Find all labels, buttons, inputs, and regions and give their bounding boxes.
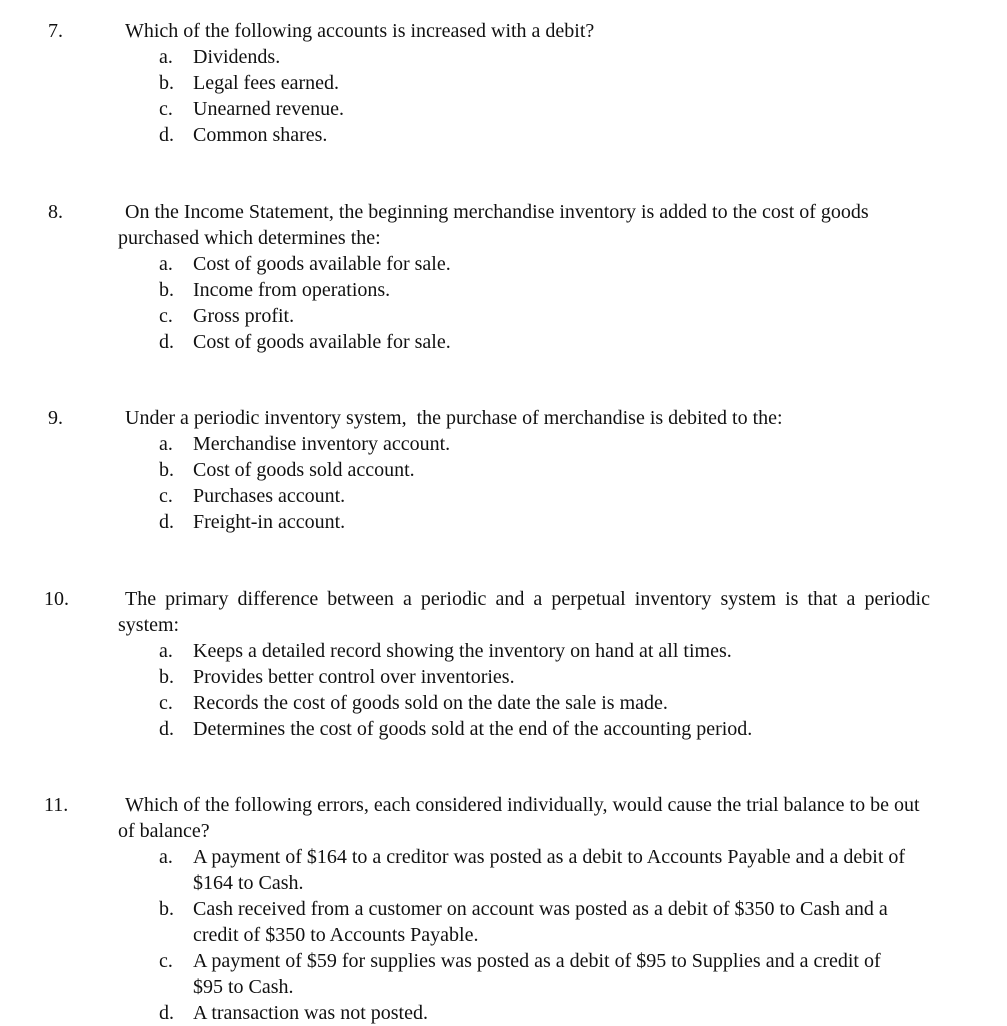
option-b xyxy=(0,70,1007,96)
answer-options xyxy=(0,251,1007,355)
option-letter: a. xyxy=(159,46,173,68)
option-text: Cost of goods available for sale. xyxy=(193,253,451,275)
option-text: Unearned revenue. xyxy=(193,98,345,120)
answer-options xyxy=(0,431,1007,535)
option-text: Provides better control over inventories. xyxy=(193,666,515,688)
option-text: Legal fees earned. xyxy=(193,72,340,94)
question-stem: Under a periodic inventory system, the purchase of merchandise is debited to the: xyxy=(125,407,783,429)
option-text: A transaction was not posted. xyxy=(193,1002,428,1024)
option-d xyxy=(0,122,1007,148)
option-text: Determines the cost of goods sold at the end of the accounting period. xyxy=(193,718,753,740)
option-d xyxy=(0,509,1007,535)
option-text: A payment of $164 to a creditor was posted as a debit to Accounts Payable and a debit of $164 to Cash. xyxy=(193,846,906,894)
option-d xyxy=(0,716,1007,742)
option-text: Gross profit. xyxy=(193,305,295,327)
option-letter: d. xyxy=(159,331,174,353)
question-number: 7. xyxy=(48,20,63,42)
option-letter: b. xyxy=(159,898,174,920)
answer-options xyxy=(0,44,1007,148)
option-letter: d. xyxy=(159,1002,174,1024)
option-d xyxy=(0,1000,1007,1026)
option-letter: b. xyxy=(159,459,174,481)
option-letter: a. xyxy=(159,640,173,662)
question-number: 8. xyxy=(48,201,63,223)
option-text: Common shares. xyxy=(193,124,328,146)
option-c xyxy=(0,96,1007,122)
option-a xyxy=(0,844,1007,896)
question-stem: Which of the following errors, each considered individually, would cause the trial balance to be out of balance? xyxy=(118,794,920,842)
option-text: Records the cost of goods sold on the date the sale is made. xyxy=(193,692,668,714)
option-letter: b. xyxy=(159,279,174,301)
option-letter: d. xyxy=(159,511,174,533)
answer-options xyxy=(0,638,1007,742)
option-b xyxy=(0,457,1007,483)
option-letter: d. xyxy=(159,718,174,740)
option-text: A payment of $59 for supplies was posted as a debit of $95 to Supplies and a credit of $95 to Cash. xyxy=(193,950,881,998)
option-text: Purchases account. xyxy=(193,485,346,507)
option-text: Cost of goods sold account. xyxy=(193,459,415,481)
option-text: Cash received from a customer on account was posted as a debit of $350 to Cash and a credit of $350 to Accounts Payable. xyxy=(193,898,888,946)
question-stem: On the Income Statement, the beginning merchandise inventory is added to the cost of goods purchased which determines the: xyxy=(118,201,869,249)
option-b xyxy=(0,664,1007,690)
option-text: Dividends. xyxy=(193,46,281,68)
option-letter: a. xyxy=(159,846,173,868)
option-letter: c. xyxy=(159,485,173,507)
option-c xyxy=(0,303,1007,329)
option-a xyxy=(0,44,1007,70)
option-a xyxy=(0,251,1007,277)
option-text: Merchandise inventory account. xyxy=(193,433,451,455)
question-number: 9. xyxy=(48,407,63,429)
option-letter: c. xyxy=(159,950,173,972)
question-number: 10. xyxy=(44,588,69,610)
option-c xyxy=(0,948,1007,1000)
question-stem: The primary difference between a periodic and a perpetual inventory system is that a periodic system: xyxy=(118,588,930,636)
option-letter: b. xyxy=(159,72,174,94)
option-text: Income from operations. xyxy=(193,279,391,301)
option-letter: c. xyxy=(159,305,173,327)
option-c xyxy=(0,483,1007,509)
option-a xyxy=(0,638,1007,664)
option-text: Keeps a detailed record showing the inventory on hand at all times. xyxy=(193,640,732,662)
option-a xyxy=(0,431,1007,457)
option-d xyxy=(0,329,1007,355)
option-letter: c. xyxy=(159,692,173,714)
option-b xyxy=(0,896,1007,948)
option-text: Cost of goods available for sale. xyxy=(193,331,451,353)
option-b xyxy=(0,277,1007,303)
option-c xyxy=(0,690,1007,716)
option-letter: a. xyxy=(159,433,173,455)
option-letter: a. xyxy=(159,253,173,275)
question-number: 11. xyxy=(44,794,69,816)
option-letter: c. xyxy=(159,98,173,120)
question-stem: Which of the following accounts is increased with a debit? xyxy=(125,20,595,42)
answer-options xyxy=(0,844,1007,1026)
option-text: Freight-in account. xyxy=(193,511,346,533)
option-letter: d. xyxy=(159,124,174,146)
option-letter: b. xyxy=(159,666,174,688)
